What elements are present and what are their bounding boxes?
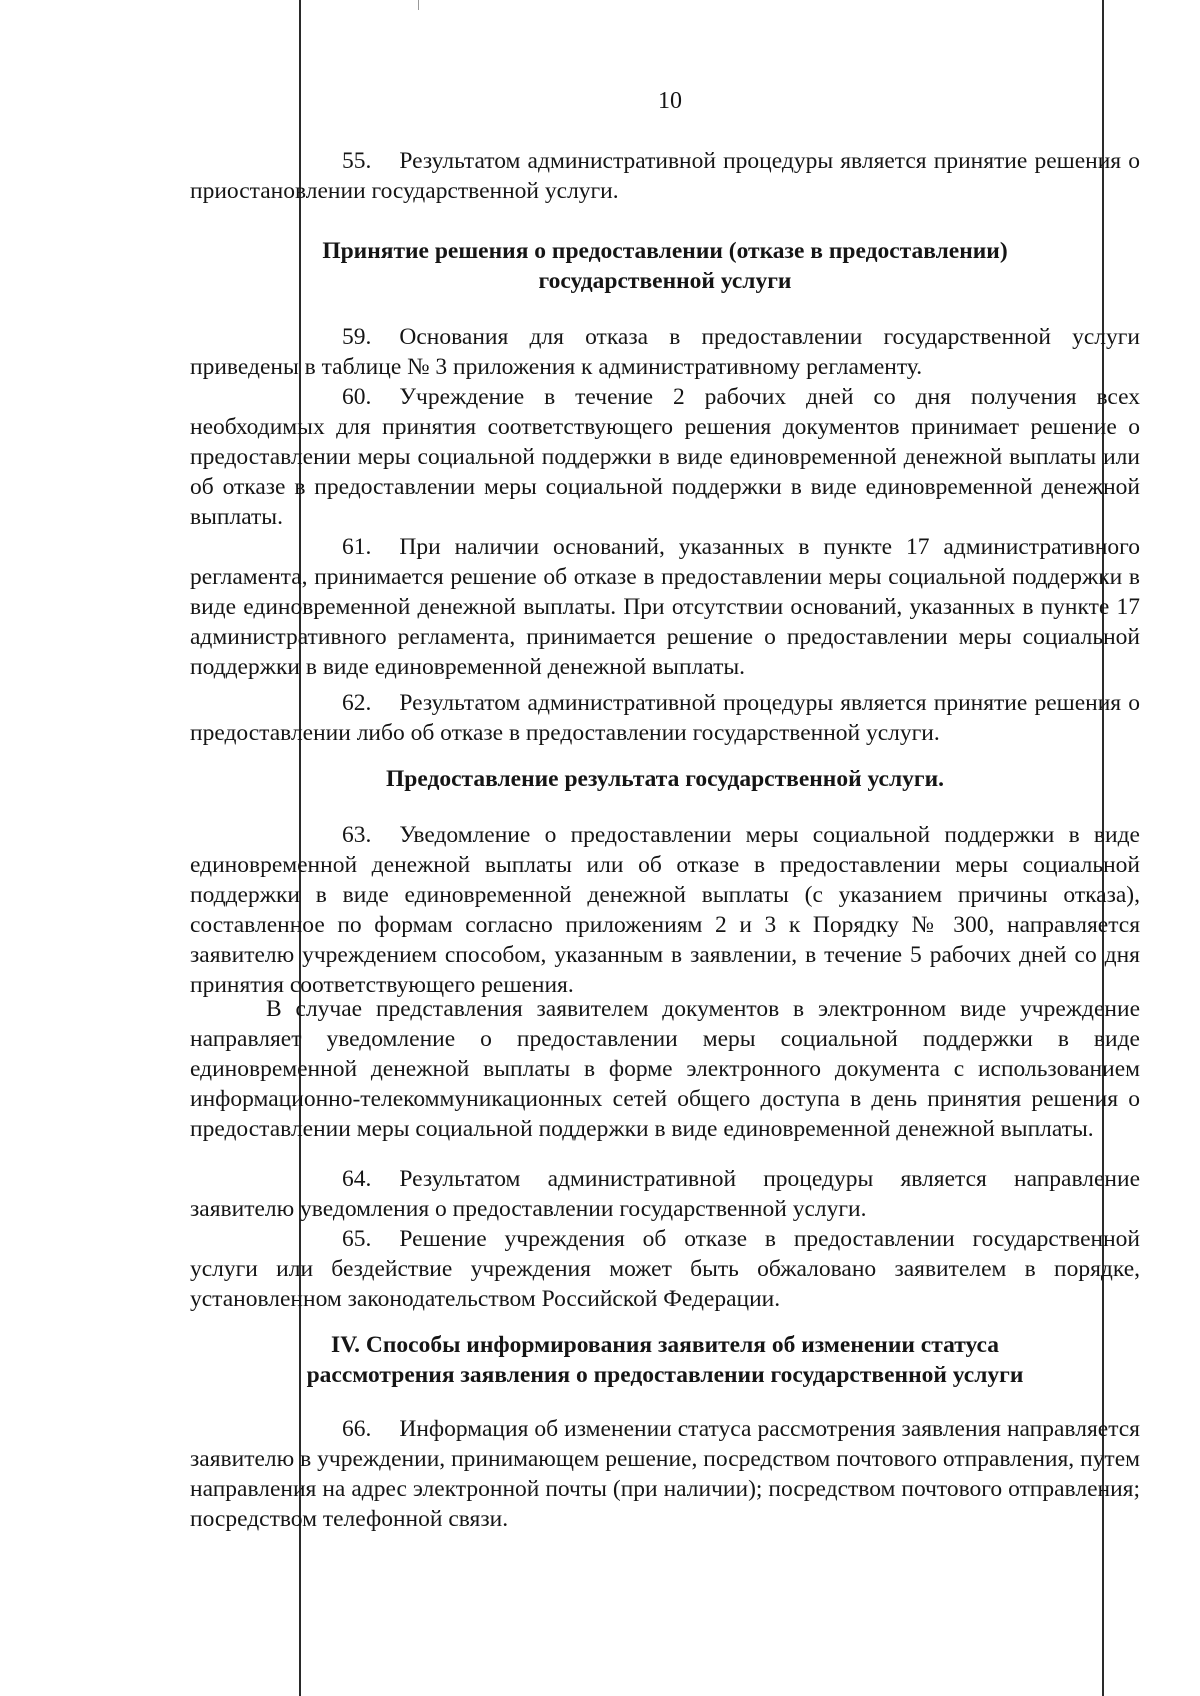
paragraph-61: [190, 532, 1140, 682]
paragraph-63: [190, 820, 1140, 1000]
paragraph-64: [190, 1164, 1140, 1224]
paragraph-63-continued: [190, 994, 1140, 1144]
heading-line-1: IV. Способы информирования заявителя об изменении статуса: [331, 1332, 999, 1358]
paragraph-number: 60.: [342, 384, 372, 410]
paragraph-number: 59.: [342, 324, 372, 350]
paragraph-number: 66.: [342, 1416, 372, 1442]
paragraph-number: 62.: [342, 690, 372, 716]
paragraph-number: 55.: [342, 148, 372, 174]
paragraph-text: Результатом административной процедуры является направление заявителю уведомления о предоставлении государственной услуги.: [190, 1166, 1140, 1222]
paragraph-65: [190, 1224, 1140, 1314]
paragraph-number: 65.: [342, 1226, 372, 1252]
paragraph-text: Информация об изменении статуса рассмотрения заявления направляется заявителю в учреждении, принимающем решение, посредством почтового отправления, путем направления на адрес электронной почты (при наличии); посредством почтового отправления; посредством телефонной связи.: [190, 1416, 1140, 1532]
paragraph-text: Учреждение в течение 2 рабочих дней со дня получения всех необходимых для принятия соответствующего решения документов принимает решение о предоставлении меры социальной поддержки в виде единовременной денежной выплаты или об отказе в предоставлении меры социальной поддержки в виде единовременной денежной выплаты.: [190, 384, 1140, 530]
heading-line-2: рассмотрения заявления о предоставлении государственной услуги: [306, 1362, 1024, 1388]
paragraph-text: Основания для отказа в предоставлении государственной услуги приведены в таблице № 3 приложения к административному регламенту.: [190, 324, 1140, 380]
paragraph-55: [190, 146, 1140, 206]
section-heading-decision: [190, 236, 1140, 296]
paragraph-text: Результатом административной процедуры является принятие решения о приостановлении государственной услуги.: [190, 148, 1140, 204]
paragraph-number: 61.: [342, 534, 372, 560]
page-number: 10: [658, 88, 682, 114]
section-heading-informing: [190, 1330, 1140, 1390]
paragraph-62: [190, 688, 1140, 748]
scan-mark: [418, 0, 419, 10]
section-heading-result: Предоставление результата государственной услуги.: [385, 766, 944, 792]
paragraph-text: Результатом административной процедуры является принятие решения о предоставлении либо об отказе в предоставлении государственной услуги.: [190, 690, 1140, 746]
paragraph-number: 64.: [342, 1166, 372, 1192]
paragraph-text: Решение учреждения об отказе в предоставлении государственной услуги или бездействие учреждения может быть обжаловано заявителем в порядке, установленном законодательством Российской Федерации.: [190, 1226, 1140, 1312]
paragraph-60: [190, 382, 1140, 532]
paragraph-text: В случае представления заявителем документов в электронном виде учреждение направляет уведомление о предоставлении меры социальной поддержки в виде единовременной денежной выплаты в форме электронного документа с использованием информационно-телекоммуникационных сетей общего доступа в день принятия решения о предоставлении меры социальной поддержки в виде единовременной денежной выплаты.: [190, 996, 1140, 1142]
paragraph-text: Уведомление о предоставлении меры социальной поддержки в виде единовременной денежной выплаты или об отказе в предоставлении меры социальной поддержки в виде единовременной денежной выплаты (с указанием причины отказа), составленное по формам согласно приложениям 2 и 3 к Порядку № 300, направляется заявителю учреждением способом, указанным в заявлении, в течение 5 рабочих дней со дня принятия соответствующего решения.: [190, 822, 1140, 998]
heading-line-1: Принятие решения о предоставлении (отказе в предоставлении): [322, 238, 1008, 264]
paragraph-66: [190, 1414, 1140, 1534]
paragraph-text: При наличии оснований, указанных в пункте 17 административного регламента, принимается решение об отказе в предоставлении меры социальной поддержки в виде единовременной денежной выплаты. При отсутствии оснований, указанных в пункте 17 административного регламента, принимается решение о предоставлении меры социальной поддержки в виде единовременной денежной выплаты.: [190, 534, 1140, 680]
heading-line-2: государственной услуги: [538, 268, 792, 294]
paragraph-number: 63.: [342, 822, 372, 848]
paragraph-59: [190, 322, 1140, 382]
